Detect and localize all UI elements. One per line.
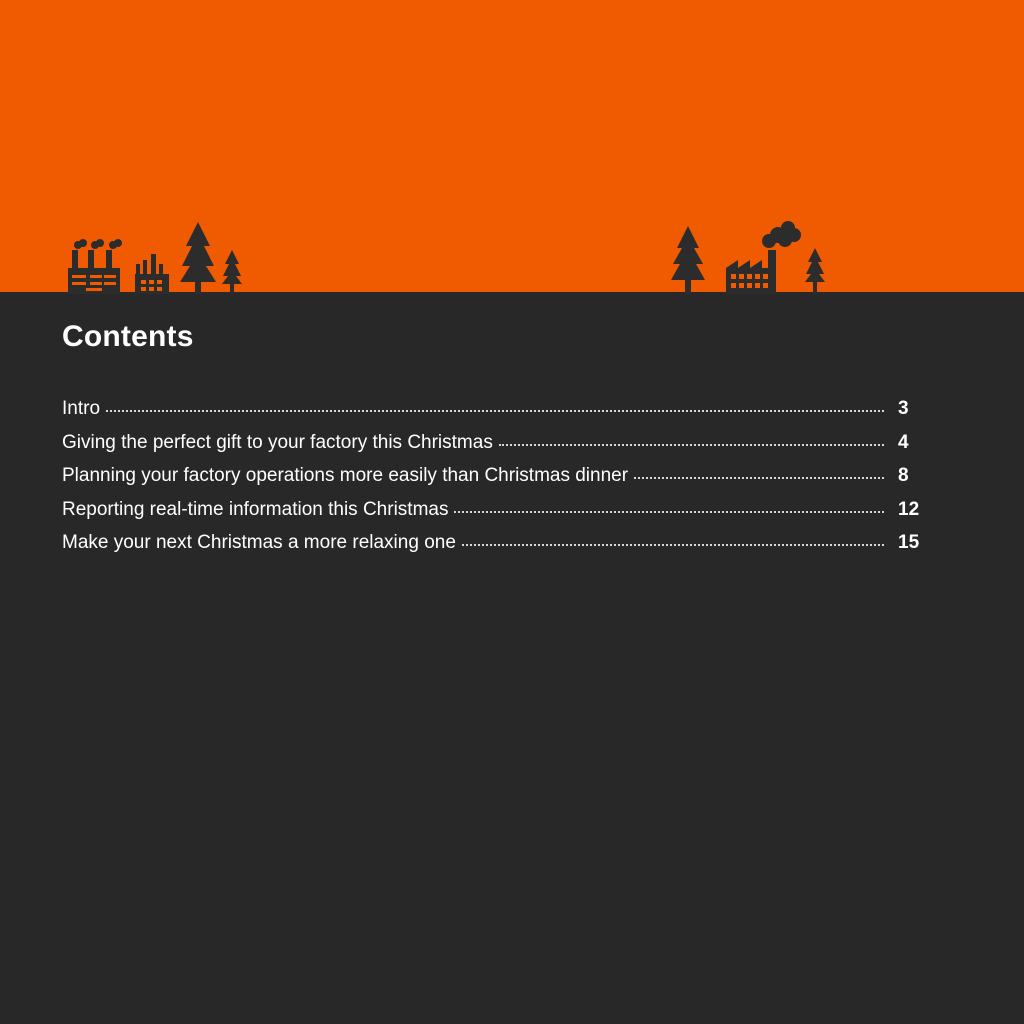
tree-icon bbox=[222, 250, 242, 294]
table-of-contents bbox=[62, 398, 938, 566]
toc-entry[interactable] bbox=[62, 398, 938, 432]
toc-page-number: 15 bbox=[898, 532, 920, 553]
tree-icon bbox=[805, 248, 825, 294]
toc-page-number: 3 bbox=[898, 398, 909, 419]
toc-page-number: 4 bbox=[898, 431, 909, 453]
factory-icon bbox=[726, 250, 776, 294]
toc-page-number: 12 bbox=[898, 498, 920, 520]
dot-leader bbox=[499, 443, 884, 446]
factory-icon bbox=[68, 239, 122, 294]
dot-leader bbox=[106, 409, 884, 412]
toc-entry[interactable] bbox=[62, 499, 938, 533]
dot-leader bbox=[462, 543, 884, 546]
toc-entry-title: Reporting real-time information this Christmas bbox=[62, 498, 449, 520]
factory-skyline-left bbox=[66, 220, 246, 294]
toc-entry-title: Planning your factory operations more easily than Christmas dinner bbox=[62, 465, 629, 486]
dot-leader bbox=[454, 510, 884, 513]
factory-skyline-right bbox=[668, 218, 838, 294]
toc-entry-title: Make your next Christmas a more relaxing one bbox=[62, 532, 456, 553]
toc-entry-title: Giving the perfect gift to your factory this Christmas bbox=[62, 431, 493, 453]
header-banner bbox=[0, 0, 1024, 292]
dot-leader bbox=[634, 476, 884, 479]
tree-icon bbox=[180, 222, 216, 294]
smoke-cloud-icon bbox=[762, 221, 801, 248]
toc-entry-title: Intro bbox=[62, 398, 101, 419]
toc-page-number: 8 bbox=[898, 465, 909, 486]
contents-section bbox=[62, 292, 942, 1024]
toc-entry[interactable] bbox=[62, 432, 938, 466]
tree-icon bbox=[671, 226, 705, 294]
page-title: Contents bbox=[62, 320, 194, 353]
toc-entry[interactable] bbox=[62, 465, 938, 499]
factory-icon bbox=[135, 254, 169, 294]
toc-entry[interactable] bbox=[62, 532, 938, 566]
